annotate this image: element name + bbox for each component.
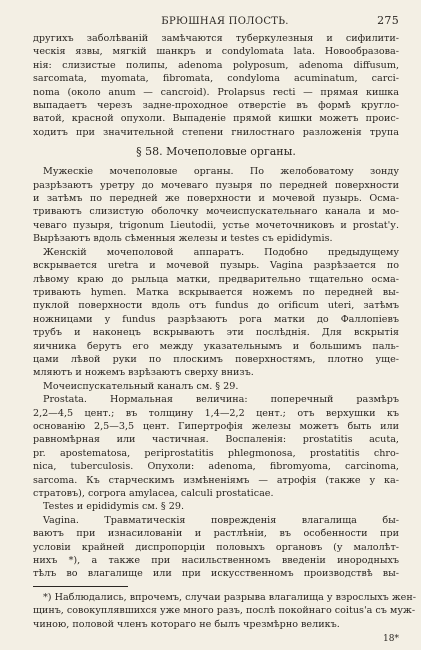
text-line: мляютъ и ножемъ взрѣзаютъ сверху внизъ. <box>33 367 254 379</box>
text-line: Vagina. Травматическiя поврежденiя влагалища бы- <box>43 514 399 526</box>
text-line: условiи крайней диспропорцiи половыхъ органовъ (у малолѣт- <box>33 541 399 553</box>
page-number: 275 <box>377 14 399 27</box>
text-line: стратовъ), corpora amylacea, calculi prostaticae. <box>33 488 274 499</box>
text-line: яичника берутъ его между указательнымъ и большимъ паль- <box>33 340 399 352</box>
paragraph-testes-ref <box>33 500 399 513</box>
text-line: Testes и epididymis см. § 29. <box>43 501 185 513</box>
section-heading: § 58. Мочеполовые органы. <box>136 145 296 159</box>
text-line: тривають hymen. Матка вскрывается ножемъ по передней вы- <box>33 286 399 298</box>
text-line: пуклой поверхности вдоль отъ fundus до orificum uteri, затѣмъ <box>33 300 399 312</box>
text-line: Мужескiе мочеполовые органы. По желобоватому зонду <box>43 166 399 178</box>
text-line: sarcoma. Къ старческимъ измѣненiямъ — атрофiя (также у ка- <box>33 474 399 486</box>
text-line: noma (около anum — cancroid). Prolapsus recti — прямая кишка <box>33 86 399 98</box>
text-line: разрѣзаютъ уретру до мочеваго пузыря по передней поверхности <box>33 179 399 191</box>
text-line: ходитъ при значительной степени гнилостнаго разложенiя трупа <box>33 126 399 138</box>
paragraph-urethra-ref <box>33 380 399 393</box>
text-line: цами лѣвой руки по плоскимъ поверхностямъ, плотно уще- <box>33 353 399 365</box>
paragraph-prostata <box>33 393 399 500</box>
paragraph-vagina <box>33 514 399 581</box>
text-line: нихъ *), а также при насильственномъ введенiи инородныхъ <box>33 555 399 567</box>
running-header <box>33 14 399 27</box>
text-line: равномѣрная или частичная. Воспаленiя: prostatitis acuta, <box>33 434 399 446</box>
text-line: триваютъ слизистую оболочку мочеиспускательнаго канала и мо- <box>33 206 399 218</box>
signature-mark: 18* <box>383 634 399 644</box>
text-line: и затѣмъ по передней же поверхности и мочевой пузырь. Осма- <box>33 193 399 205</box>
text-line: ватой, красной опухоли. Выпаденiе прямой кишки можетъ проис- <box>33 113 399 125</box>
paragraph-continuation <box>33 32 399 139</box>
text-line: основанiю 2,5—3,5 цент. Гипертрофiя железы можетъ быть или <box>33 420 399 432</box>
page-body <box>33 32 416 631</box>
text-line: ножницами у fundus разрѣзаютъ рога матки до Фаллопiевъ <box>33 313 399 325</box>
text-line: nica, tuberculosis. Опухоли: adenoma, fibromyoma, carcinoma, <box>33 461 399 473</box>
text-line: Мочеиспускательный каналъ см. § 29. <box>43 380 239 392</box>
footnote-line: чиною, половой членъ котораго не былъ чрезмѣрно великъ. <box>33 618 340 630</box>
running-title: БРЮШНАЯ ПОЛОСТЬ. <box>161 16 289 27</box>
footnote-line: щинъ, совокуплявшихся уже много разъ, послѣ покойнаго coitus'а съ муж- <box>33 605 416 617</box>
text-line: тѣлъ во влагалище или при искусственномъ производствѣ вы- <box>33 568 399 580</box>
footnote-line: *) Наблюдались, впрочемъ, случаи разрыва влагалища у взрослыхъ жен- <box>43 591 416 603</box>
text-line: Женскiй мочеполовой аппаратъ. Подобно предыдущему <box>43 246 399 258</box>
text-line: выпадаетъ черезъ задне-проходное отверстiе въ формѣ кругло- <box>33 100 399 112</box>
footnote <box>33 591 416 631</box>
text-line: 2,2—4,5 цент.; въ толщину 1,4—2,2 цент.; отъ верхушки къ <box>33 407 399 419</box>
text-line: Prostata. Нормальная величина: поперечный размѣръ <box>43 394 399 406</box>
text-line: sarcomata, myomata, fibromata, condyloma acuminatum, carci- <box>33 73 399 85</box>
text-line: ваютъ при изнасилованiи и растлѣнiи, въ особенности при <box>33 528 399 540</box>
paragraph-male-organs <box>33 165 399 245</box>
text-line: трубъ и наконецъ вскрываютъ эти послѣднiя. Для вскрытiя <box>33 327 399 339</box>
paragraph-female-organs <box>33 246 399 380</box>
text-line: другихъ заболѣванiй замѣчаются туберкулезныя и сифилити- <box>33 33 399 44</box>
text-line: pr. apostematosa, periprostatitis phlegmonosa, prostatitis chro- <box>33 447 399 459</box>
footnote-rule <box>33 586 128 587</box>
text-line: нiя: слизистые полипы, adenoma polyposum, adenoma diffusum, <box>33 59 399 71</box>
text-line: Вырѣзаютъ вдоль сѣменныя железы и testes съ epididymis. <box>33 233 333 245</box>
text-line: чеваго пузыря, trigonum Lieutodii, устье мочеточниковъ и prostat'у. <box>33 219 399 231</box>
text-line: вскрывается uretra и мочевой пузырь. Vagina разрѣзается по <box>33 260 399 272</box>
text-line: ческiя язвы, мягкiй шанкръ и condylomata lata. Новообразова- <box>33 46 399 58</box>
text-line: лѣвому краю до рыльца матки, предварительно тщательно осма- <box>33 273 399 285</box>
